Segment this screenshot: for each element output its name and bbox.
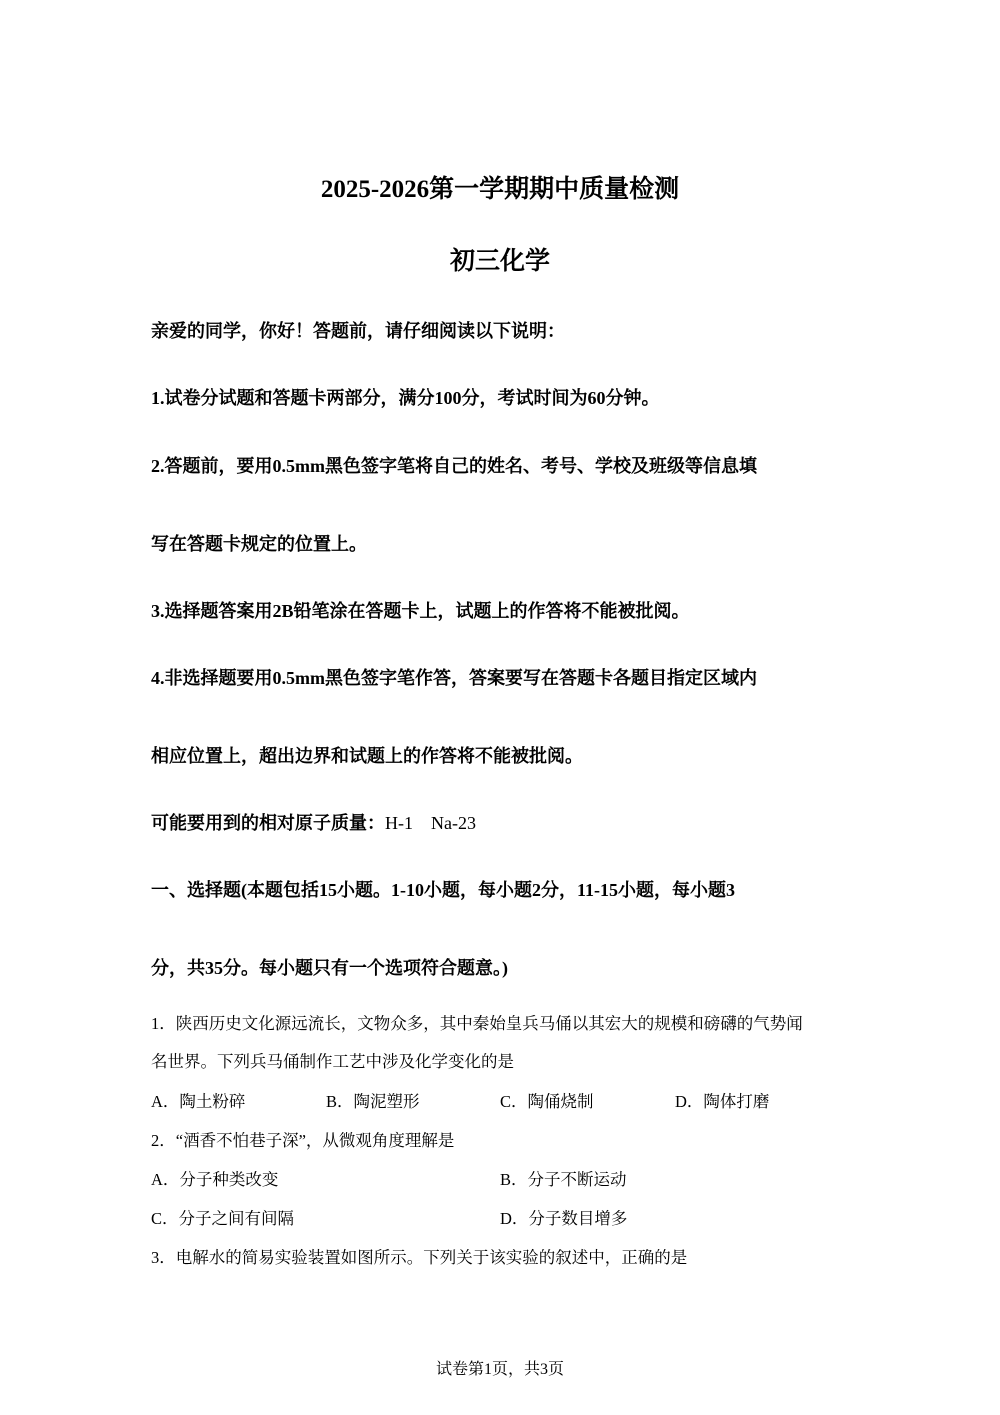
page-footer: 试卷第1页，共3页: [435, 1361, 564, 1378]
question-2-option-a: A．分子种类改变: [151, 1170, 279, 1189]
question-1-stem-line-1: 1．陕西历史文化源远流长，文物众多，其中秦始皇兵马俑以其宏大的规模和磅礴的气势闻: [151, 1014, 803, 1033]
instructions-greeting: 亲爱的同学，你好！答题前，请仔细阅读以下说明：: [151, 321, 565, 341]
section-1-heading-line-2: 分，共35分。每小题只有一个选项符合题意。): [151, 958, 508, 978]
section-1-heading-line-1: 一、选择题(本题包括15小题。1-10小题，每小题2分，11-15小题，每小题3: [151, 880, 735, 900]
instruction-item-2-line-1: 2.答题前，要用0.5mm黑色签字笔将自己的姓名、考号、学校及班级等信息填: [151, 456, 757, 476]
question-3-stem: 3．电解水的简易实验装置如图所示。下列关于该实验的叙述中，正确的是: [151, 1248, 688, 1267]
question-1-option-a: A．陶土粉碎: [151, 1092, 246, 1111]
question-1-option-c: C．陶俑烧制: [500, 1092, 594, 1111]
atomic-mass-line: [151, 809, 476, 835]
instruction-item-4-line-1: 4.非选择题要用0.5mm黑色签字笔作答，答案要写在答题卡各题目指定区域内: [151, 668, 757, 688]
instruction-item-1: 1.试卷分试题和答题卡两部分，满分100分，考试时间为60分钟。: [151, 388, 660, 408]
question-1-stem-line-2: 名世界。下列兵马俑制作工艺中涉及化学变化的是: [151, 1052, 514, 1071]
instruction-item-4-line-2: 相应位置上，超出边界和试题上的作答将不能被批阅。: [151, 746, 583, 766]
instruction-item-2-line-2: 写在答题卡规定的位置上。: [151, 534, 367, 554]
atomic-mass-label: 可能要用到的相对原子质量：: [151, 813, 385, 833]
question-2-stem: 2．“酒香不怕巷子深”，从微观角度理解是: [151, 1131, 455, 1150]
exam-subject: 初三化学: [449, 248, 550, 275]
question-1-option-b: B．陶泥塑形: [326, 1092, 420, 1111]
question-2-option-b: B．分子不断运动: [500, 1170, 627, 1189]
instruction-item-3: 3.选择题答案用2B铅笔涂在答题卡上，试题上的作答将不能被批阅。: [151, 601, 690, 621]
exam-title: 2025-2026第一学期期中质量检测: [320, 176, 680, 203]
question-2-option-d: D．分子数目增多: [500, 1209, 628, 1228]
question-1-option-d: D．陶体打磨: [675, 1092, 770, 1111]
atomic-mass-values: H-1 Na-23: [385, 813, 476, 833]
question-2-option-c: C．分子之间有间隔: [151, 1209, 295, 1228]
